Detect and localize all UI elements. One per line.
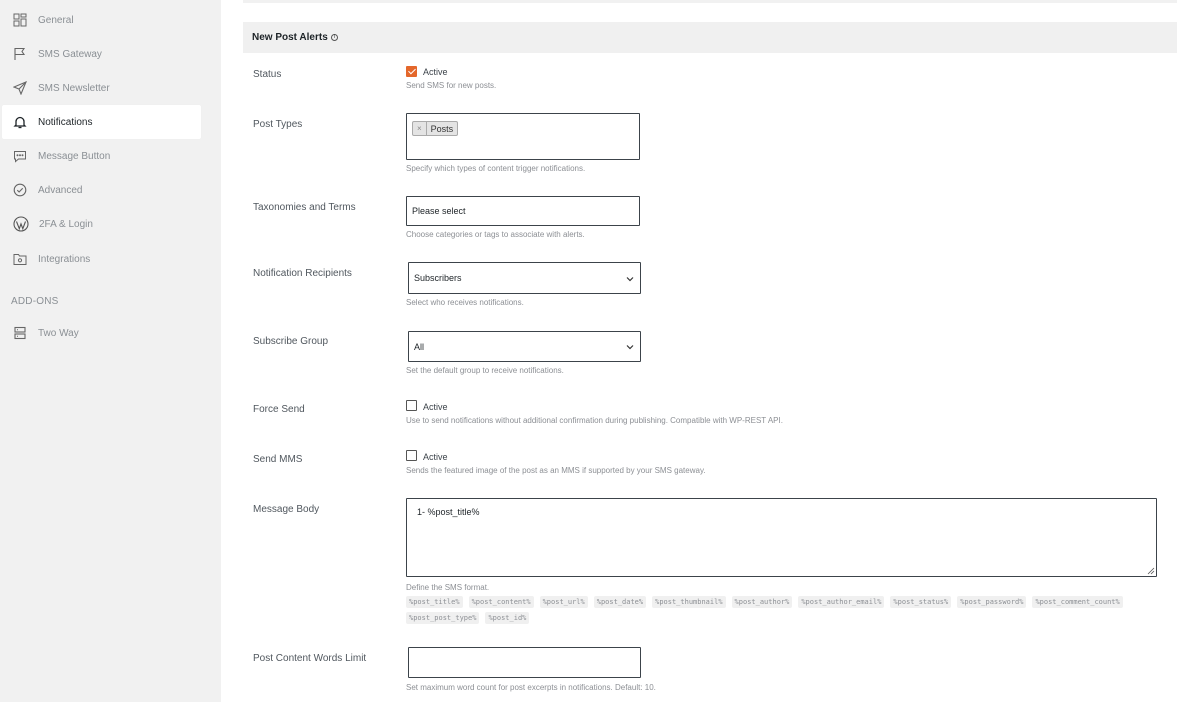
words-limit-description: Set maximum word count for post excerpts in notifications. Default: 10. [406, 683, 656, 692]
status-description: Send SMS for new posts. [406, 81, 497, 90]
wordpress-icon [13, 216, 29, 232]
sidebar-item-sms-newsletter[interactable] [2, 71, 201, 105]
taxonomies-label: Taxonomies and Terms [253, 202, 356, 213]
subscribe-group-description: Set the default group to receive notifications. [406, 366, 564, 375]
send-mms-checkbox[interactable] [406, 450, 417, 461]
force-send-label: Force Send [253, 404, 305, 415]
variable-tag[interactable]: %post_comment_count% [1032, 596, 1122, 608]
folder-gear-icon [13, 252, 27, 266]
subscribe-group-select[interactable] [408, 331, 641, 362]
info-icon[interactable]: i [331, 34, 338, 41]
variable-tag[interactable]: %post_post_type% [406, 612, 479, 624]
taxonomies-description: Choose categories or tags to associate with alerts. [406, 230, 585, 239]
sidebar-item-general[interactable] [2, 3, 201, 37]
chevron-down-icon [625, 342, 635, 352]
sidebar-item-notifications[interactable] [2, 105, 201, 139]
variable-tag[interactable]: %post_content% [469, 596, 534, 608]
section-title: New Post Alerts [252, 32, 328, 43]
grid-icon [13, 13, 27, 27]
words-limit-label: Post Content Words Limit [253, 653, 367, 664]
recipients-label: Notification Recipients [253, 268, 352, 279]
variable-tag[interactable]: %post_author% [732, 596, 793, 608]
post-types-multiselect[interactable] [406, 113, 640, 160]
send-mms-label: Send MMS [253, 454, 303, 465]
taxonomies-placeholder: Please select [412, 206, 466, 216]
settings-panel [221, 0, 1177, 702]
sidebar-item-2fa-login[interactable] [2, 207, 201, 241]
force-send-checkbox[interactable] [406, 400, 417, 411]
variable-tag[interactable]: %post_password% [957, 596, 1026, 608]
status-checkbox-label[interactable]: Active [423, 67, 448, 77]
sidebar-item-label: Message Button [38, 150, 111, 162]
post-type-tag [412, 121, 458, 136]
sidebar-item-label: SMS Newsletter [38, 82, 110, 94]
recipients-value: Subscribers [414, 273, 462, 283]
top-divider [243, 0, 1177, 3]
message-body-description: Define the SMS format. [406, 583, 490, 592]
sidebar-item-integrations[interactable] [2, 242, 201, 276]
sidebar-item-label: Advanced [38, 184, 83, 196]
message-body-value: 1- %post_title% [417, 507, 480, 517]
sidebar-item-label: Notifications [38, 116, 93, 128]
send-mms-checkbox-label[interactable]: Active [423, 452, 448, 462]
variable-tag[interactable]: %post_thumbnail% [652, 596, 725, 608]
status-label: Status [253, 69, 282, 80]
send-mms-description: Sends the featured image of the post as an MMS if supported by your SMS gateway. [406, 466, 706, 475]
sidebar-item-label: Two Way [38, 327, 79, 339]
post-type-tag-label: Posts [430, 123, 454, 134]
message-body-textarea[interactable] [406, 498, 1157, 577]
recipients-select[interactable] [408, 262, 641, 294]
words-limit-input[interactable] [408, 647, 641, 678]
subscribe-group-value: All [414, 342, 425, 352]
subscribe-group-label: Subscribe Group [253, 336, 329, 347]
force-send-description: Use to send notifications without additional confirmation during publishing. Compatible with WP-REST API. [406, 416, 783, 425]
sidebar-item-advanced[interactable] [2, 173, 201, 207]
variable-tag[interactable]: %post_date% [594, 596, 646, 608]
force-send-checkbox-label[interactable]: Active [423, 402, 448, 412]
variable-tags [406, 596, 1166, 624]
addons-heading: ADD-ONS [11, 296, 59, 307]
variable-tag[interactable]: %post_url% [540, 596, 588, 608]
sidebar-item-two-way[interactable] [2, 316, 201, 350]
sidebar-item-message-button[interactable] [2, 139, 201, 173]
server-icon [13, 326, 27, 340]
check-circle-icon [13, 183, 27, 197]
chevron-down-icon [625, 274, 635, 284]
sidebar-item-label: 2FA & Login [39, 218, 93, 230]
variable-tag[interactable]: %post_status% [890, 596, 951, 608]
sidebar [0, 0, 221, 702]
flag-icon [13, 47, 27, 61]
sidebar-item-label: SMS Gateway [38, 48, 102, 60]
sidebar-item-sms-gateway[interactable] [2, 37, 201, 71]
recipients-description: Select who receives notifications. [406, 298, 524, 307]
section-header [243, 22, 1177, 53]
bell-icon [13, 115, 27, 129]
taxonomies-select[interactable] [406, 196, 640, 226]
resize-handle-icon[interactable] [1147, 567, 1155, 575]
send-icon [13, 81, 27, 95]
message-body-label: Message Body [253, 504, 320, 515]
sidebar-item-label: General [38, 14, 74, 26]
status-checkbox[interactable] [406, 66, 417, 77]
variable-tag[interactable]: %post_id% [485, 612, 529, 624]
post-types-description: Specify which types of content trigger notifications. [406, 164, 586, 173]
sidebar-item-label: Integrations [38, 253, 91, 265]
chat-icon [13, 149, 27, 163]
variable-tag[interactable]: %post_title% [406, 596, 463, 608]
post-types-label: Post Types [253, 119, 303, 130]
variable-tag[interactable]: %post_author_email% [798, 596, 884, 608]
remove-tag-icon[interactable]: × [413, 122, 427, 135]
